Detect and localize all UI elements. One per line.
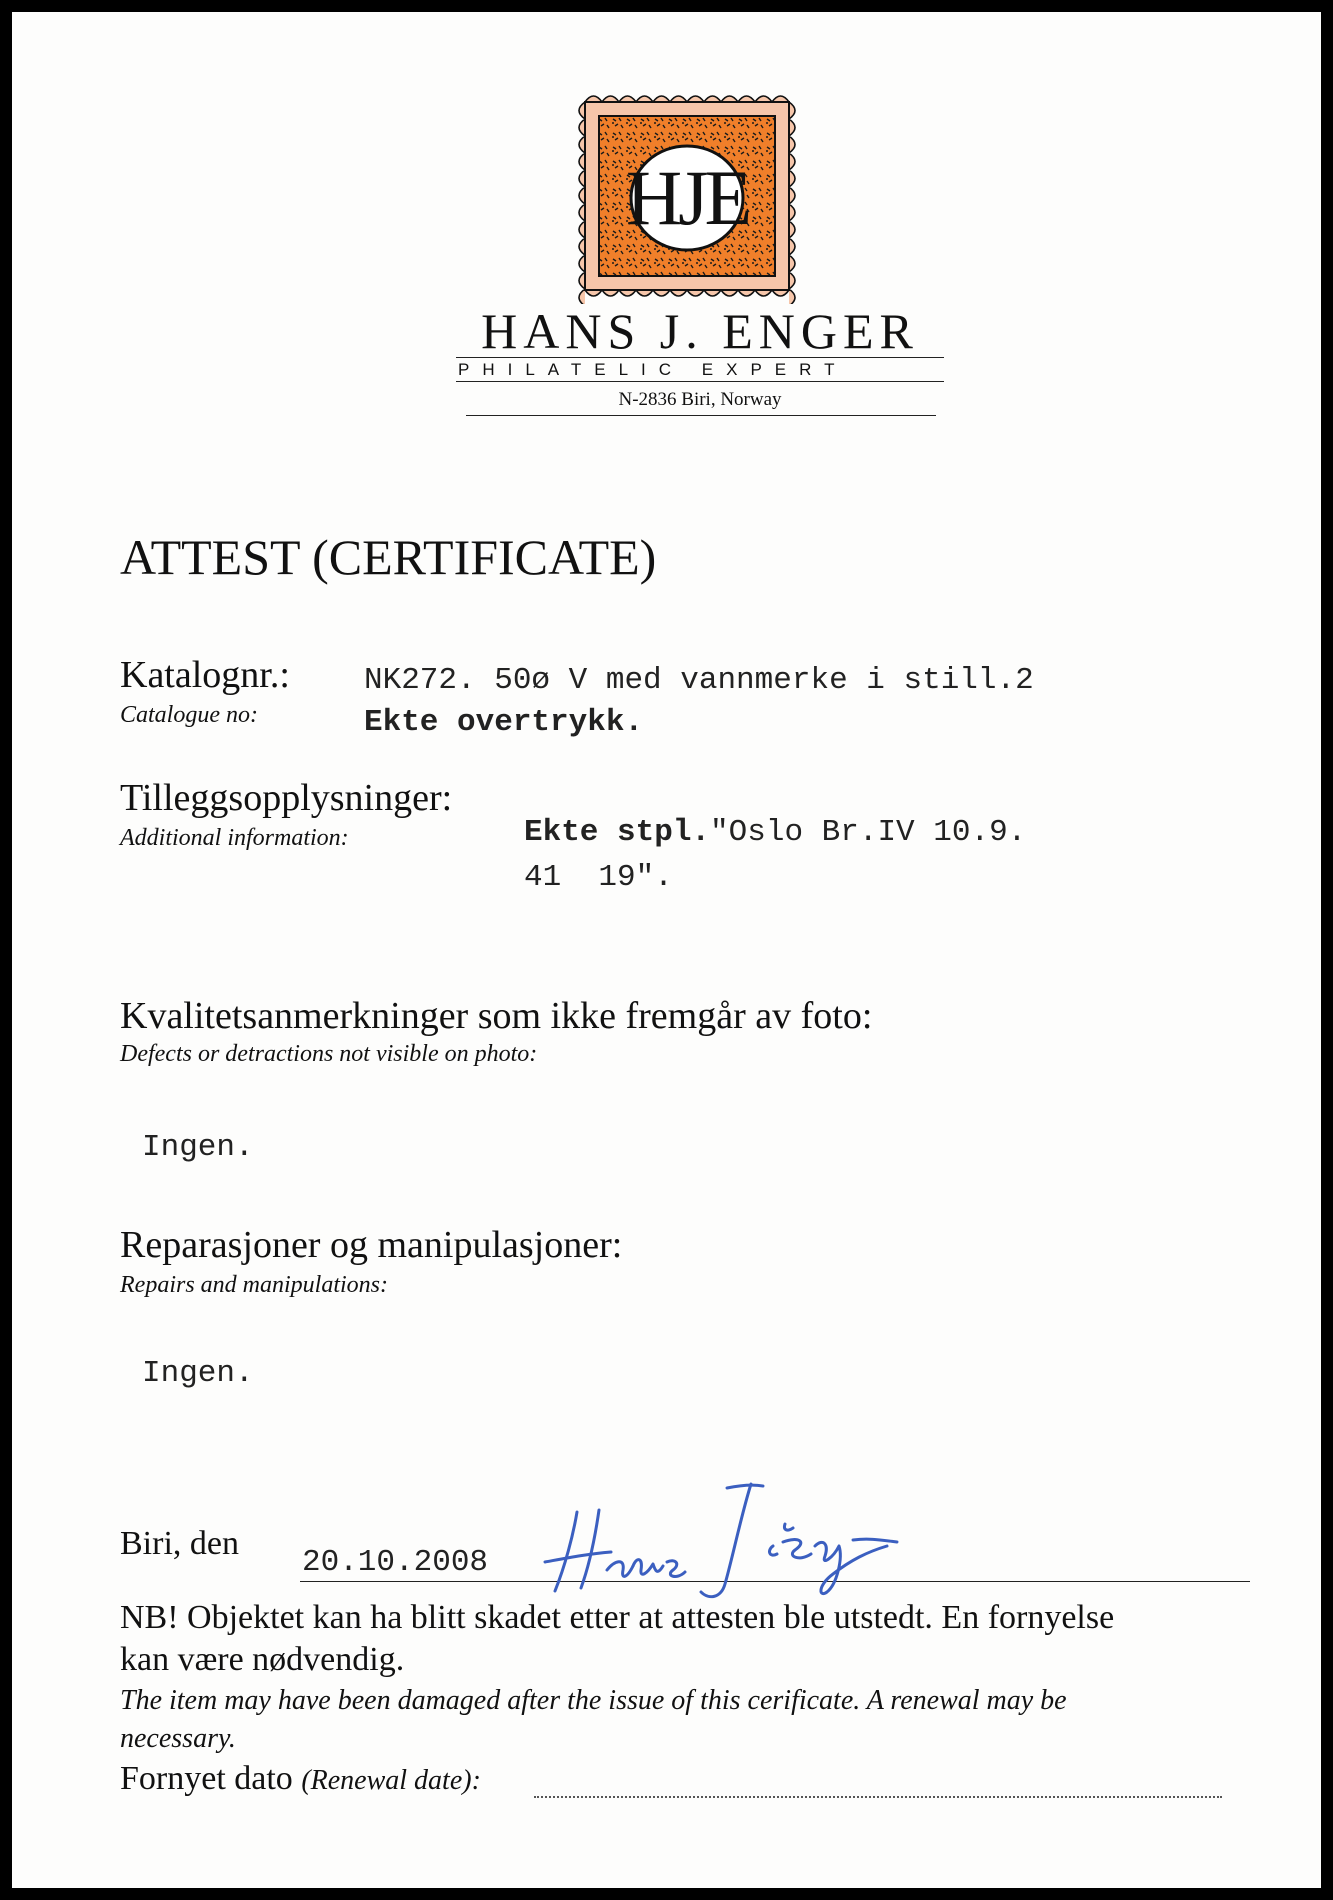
additional-value-rest: "Oslo Br.IV 10.9.	[710, 815, 1027, 850]
additional-value-line2: 41 19".	[524, 860, 673, 895]
notice-line2: kan være nødvendig.	[120, 1641, 405, 1678]
repairs-label-en: Repairs and manipulations:	[120, 1272, 388, 1298]
issue-date: 20.10.2008	[302, 1545, 489, 1580]
quality-label: Kvalitetsanmerkninger som ikke fremgår av foto:	[120, 995, 873, 1037]
subtitle-rule-top	[456, 357, 944, 358]
certificate-title: ATTEST (CERTIFICATE)	[120, 529, 657, 585]
renewal-row	[120, 1760, 481, 1798]
catalogue-label: Katalognr.:	[120, 654, 290, 696]
additional-value	[524, 815, 1026, 850]
renewal-date-field	[534, 1796, 1222, 1798]
quality-label-en: Defects or detractions not visible on photo:	[120, 1041, 538, 1067]
notice-line1: NB! Objektet kan ha blitt skadet etter at attesten ble utstedt. En fornyelse	[120, 1599, 1115, 1636]
repairs-value: Ingen.	[142, 1356, 254, 1391]
additional-label: Tilleggsopplysninger:	[120, 777, 453, 819]
catalogue-label-en: Catalogue no:	[120, 702, 258, 728]
handwritten-signature	[537, 1466, 967, 1606]
renewal-label: Fornyet dato	[120, 1760, 293, 1797]
hje-stamp-logo	[569, 88, 805, 304]
additional-label-en: Additional information:	[120, 825, 349, 851]
company-subtitle: PHILATELIC EXPERT	[458, 360, 848, 379]
company-name: HANS J. ENGER	[481, 303, 919, 359]
notice-en-line2: necessary.	[120, 1723, 236, 1754]
quality-value: Ingen.	[142, 1130, 254, 1165]
subtitle-rule-bottom	[456, 381, 944, 382]
address-rule	[466, 415, 936, 416]
certificate-page	[12, 12, 1321, 1888]
notice-en-line1: The item may have been damaged after the issue of this cerificate. A renewal may be	[120, 1685, 1067, 1716]
repairs-label: Reparasjoner og manipulasjoner:	[120, 1224, 623, 1266]
place-date-label: Biri, den	[120, 1525, 239, 1562]
renewal-label-en: (Renewal date):	[301, 1765, 481, 1796]
catalogue-value-line2: Ekte overtrykk.	[364, 705, 644, 740]
catalogue-value: NK272. 50ø V med vannmerke i still.2	[364, 663, 1034, 698]
company-address: N-2836 Biri, Norway	[618, 389, 782, 410]
monogram-text: HJE	[625, 154, 749, 241]
additional-value-bold: Ekte stpl.	[524, 815, 711, 850]
